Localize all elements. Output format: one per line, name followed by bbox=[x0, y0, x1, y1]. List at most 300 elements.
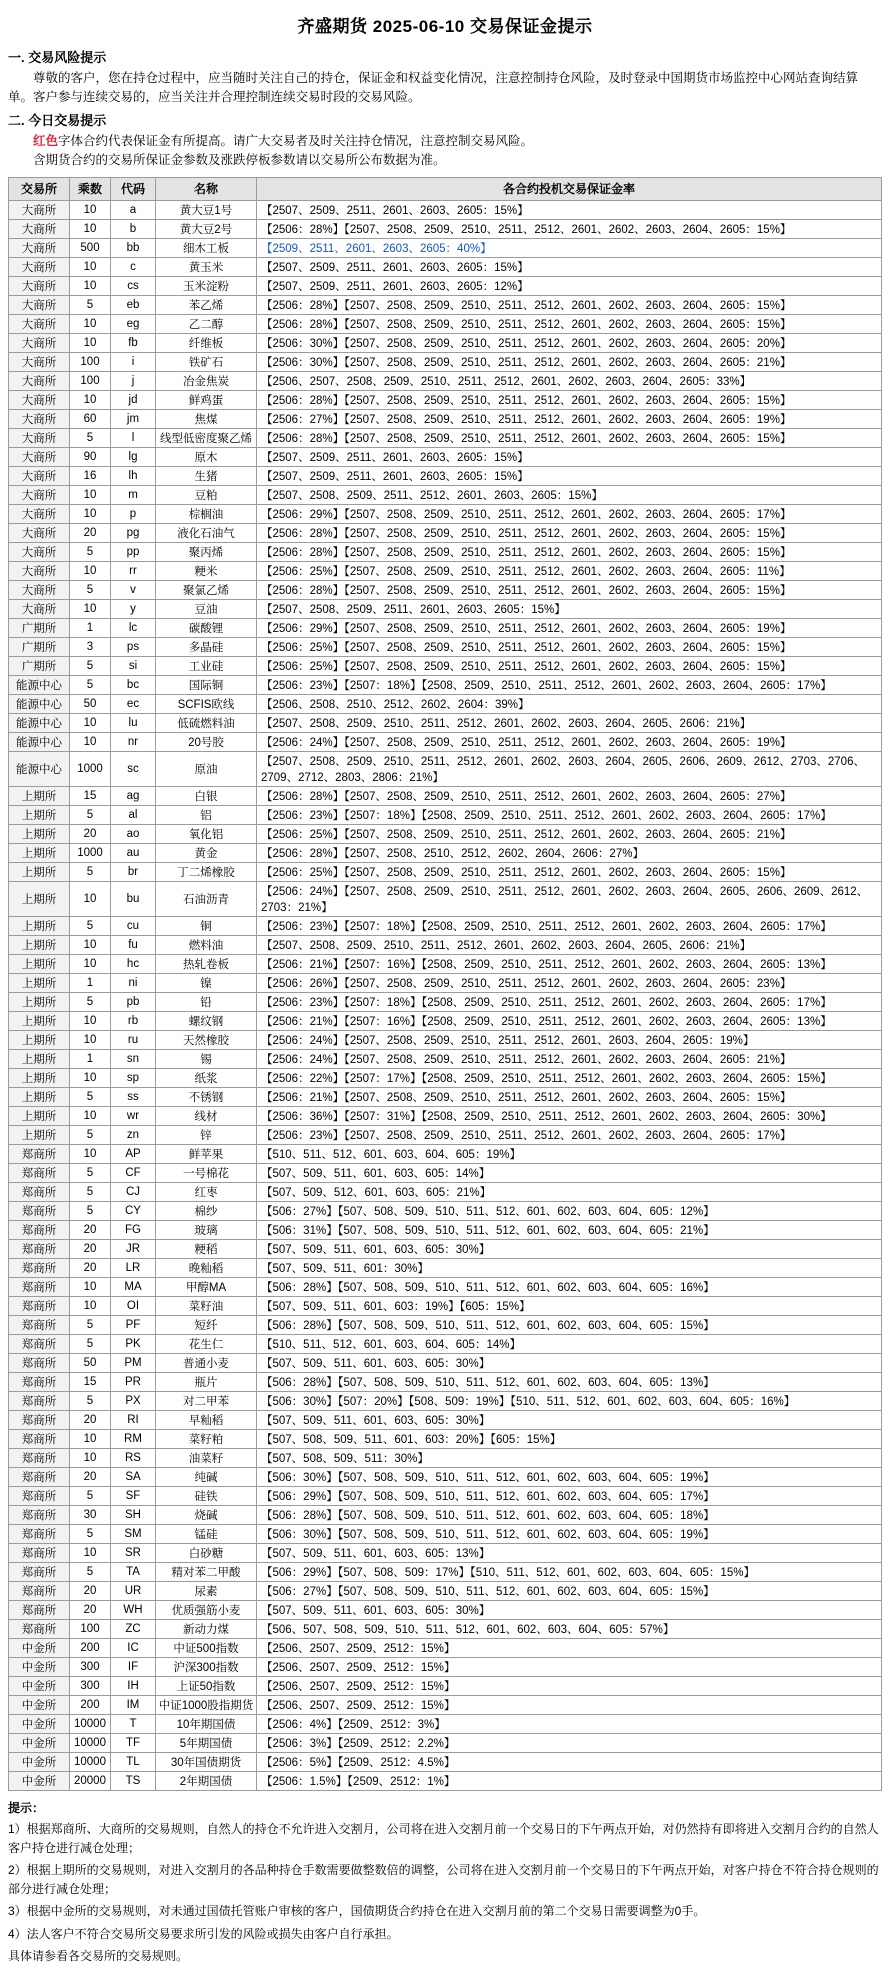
table-row bbox=[9, 1239, 882, 1258]
table-row bbox=[9, 1049, 882, 1068]
cell-code: nr bbox=[111, 732, 156, 751]
cell-code: TF bbox=[111, 1733, 156, 1752]
cell-name: 对二甲苯 bbox=[156, 1391, 257, 1410]
cell-name: 黄大豆2号 bbox=[156, 219, 257, 238]
cell-name: 豆粕 bbox=[156, 485, 257, 504]
cell-margin-rate: 【2506：21%】【2507：16%】【2508、2509、2510、2511、2512、2601、2602、2603、2604、2605：13%】 bbox=[257, 954, 882, 973]
cell-exchange: 上期所 bbox=[9, 843, 70, 862]
cell-code: al bbox=[111, 805, 156, 824]
cell-name: 中证500指数 bbox=[156, 1638, 257, 1657]
cell-multiplier: 50 bbox=[70, 694, 111, 713]
cell-name: 菜籽粕 bbox=[156, 1429, 257, 1448]
cell-name: 鲜鸡蛋 bbox=[156, 390, 257, 409]
cell-exchange: 上期所 bbox=[9, 1030, 70, 1049]
cell-code: y bbox=[111, 599, 156, 618]
cell-exchange: 中金所 bbox=[9, 1714, 70, 1733]
cell-exchange: 上期所 bbox=[9, 1106, 70, 1125]
cell-code: SH bbox=[111, 1505, 156, 1524]
cell-multiplier: 10 bbox=[70, 257, 111, 276]
cell-exchange: 大商所 bbox=[9, 447, 70, 466]
table-row bbox=[9, 862, 882, 881]
cell-margin-rate: 【507、509、511、601、603、605：30%】 bbox=[257, 1600, 882, 1619]
cell-exchange: 郑商所 bbox=[9, 1277, 70, 1296]
cell-margin-rate: 【2507、2509、2511、2601、2603、2605：12%】 bbox=[257, 276, 882, 295]
table-row bbox=[9, 1657, 882, 1676]
table-row bbox=[9, 694, 882, 713]
cell-name: 沪深300指数 bbox=[156, 1657, 257, 1676]
cell-margin-rate: 【2506：25%】【2507、2508、2509、2510、2511、2512、2601、2602、2603、2604、2605：15%】 bbox=[257, 637, 882, 656]
today-section bbox=[8, 110, 882, 171]
cell-code: jd bbox=[111, 390, 156, 409]
table-row bbox=[9, 713, 882, 732]
cell-margin-rate: 【2506：3%】【2509、2512：2.2%】 bbox=[257, 1733, 882, 1752]
cell-name: 普通小麦 bbox=[156, 1353, 257, 1372]
table-row bbox=[9, 238, 882, 257]
table-row bbox=[9, 1619, 882, 1638]
cell-multiplier: 10 bbox=[70, 1277, 111, 1296]
cell-margin-rate: 【2506：25%】【2507、2508、2509、2510、2511、2512、2601、2602、2603、2604、2605：15%】 bbox=[257, 862, 882, 881]
table-row bbox=[9, 1277, 882, 1296]
cell-margin-rate: 【2506：24%】【2507、2508、2509、2510、2511、2512、2601、2603、2604、2605：19%】 bbox=[257, 1030, 882, 1049]
cell-name: 铝 bbox=[156, 805, 257, 824]
cell-exchange: 大商所 bbox=[9, 238, 70, 257]
cell-margin-rate: 【506：27%】【507、508、509、510、511、512、601、602、603、604、605：12%】 bbox=[257, 1201, 882, 1220]
table-row bbox=[9, 916, 882, 935]
cell-name: 工业硅 bbox=[156, 656, 257, 675]
cell-multiplier: 10 bbox=[70, 200, 111, 219]
table-row bbox=[9, 599, 882, 618]
cell-margin-rate: 【2507、2508、2509、2510、2511、2512、2601、2602、2603、2604、2605、2606：21%】 bbox=[257, 935, 882, 954]
cell-name: 中证1000股指期货 bbox=[156, 1695, 257, 1714]
cell-name: 甲醇MA bbox=[156, 1277, 257, 1296]
cell-code: lc bbox=[111, 618, 156, 637]
cell-code: ss bbox=[111, 1087, 156, 1106]
table-row bbox=[9, 1505, 882, 1524]
cell-name: 细木工板 bbox=[156, 238, 257, 257]
cell-code: ag bbox=[111, 786, 156, 805]
col-exchange: 交易所 bbox=[9, 177, 70, 200]
cell-code: pg bbox=[111, 523, 156, 542]
cell-multiplier: 90 bbox=[70, 447, 111, 466]
table-row bbox=[9, 200, 882, 219]
cell-code: sc bbox=[111, 751, 156, 786]
note-item: 1）根据郑商所、大商所的交易规则，自然人的持仓不允许进入交割月，公司将在进入交割月前一个交易日的下午两点开始，对仍然持有即将进入交割月合约的自然人客户持仓进行减仓处理； bbox=[8, 1821, 879, 1855]
cell-margin-rate: 【506、507、508、509、510、511、512、601、602、603、604、605：57%】 bbox=[257, 1619, 882, 1638]
cell-margin-rate: 【2506：29%】【2507、2508、2509、2510、2511、2512、2601、2602、2603、2604、2605：17%】 bbox=[257, 504, 882, 523]
cell-name: 黄大豆1号 bbox=[156, 200, 257, 219]
cell-multiplier: 50 bbox=[70, 1353, 111, 1372]
cell-code: lh bbox=[111, 466, 156, 485]
cell-multiplier: 5 bbox=[70, 916, 111, 935]
cell-exchange: 上期所 bbox=[9, 1068, 70, 1087]
cell-name: 粳稻 bbox=[156, 1239, 257, 1258]
cell-code: ni bbox=[111, 973, 156, 992]
cell-multiplier: 10000 bbox=[70, 1733, 111, 1752]
cell-code: ec bbox=[111, 694, 156, 713]
table-row bbox=[9, 843, 882, 862]
cell-code: bu bbox=[111, 881, 156, 916]
cell-exchange: 郑商所 bbox=[9, 1410, 70, 1429]
cell-code: eg bbox=[111, 314, 156, 333]
table-body bbox=[9, 200, 882, 1790]
cell-name: 锌 bbox=[156, 1125, 257, 1144]
cell-multiplier: 20000 bbox=[70, 1771, 111, 1790]
cell-multiplier: 200 bbox=[70, 1638, 111, 1657]
cell-name: 红枣 bbox=[156, 1182, 257, 1201]
table-row bbox=[9, 371, 882, 390]
cell-code: m bbox=[111, 485, 156, 504]
col-code: 代码 bbox=[111, 177, 156, 200]
cell-code: fu bbox=[111, 935, 156, 954]
cell-exchange: 郑商所 bbox=[9, 1182, 70, 1201]
table-row bbox=[9, 1182, 882, 1201]
cell-multiplier: 20 bbox=[70, 824, 111, 843]
cell-multiplier: 300 bbox=[70, 1657, 111, 1676]
cell-margin-rate: 【507、508、509、511、601、603：20%】【605：15%】 bbox=[257, 1429, 882, 1448]
cell-name: 聚氯乙烯 bbox=[156, 580, 257, 599]
cell-margin-rate: 【2506：28%】【2507、2508、2509、2510、2511、2512、2601、2602、2603、2604、2605：15%】 bbox=[257, 580, 882, 599]
table-row bbox=[9, 637, 882, 656]
cell-name: 燃料油 bbox=[156, 935, 257, 954]
table-row bbox=[9, 485, 882, 504]
table-row bbox=[9, 1163, 882, 1182]
cell-exchange: 中金所 bbox=[9, 1695, 70, 1714]
cell-exchange: 大商所 bbox=[9, 295, 70, 314]
cell-name: 纤维板 bbox=[156, 333, 257, 352]
cell-exchange: 能源中心 bbox=[9, 713, 70, 732]
table-row bbox=[9, 1220, 882, 1239]
cell-name: 线型低密度聚乙烯 bbox=[156, 428, 257, 447]
cell-multiplier: 10000 bbox=[70, 1752, 111, 1771]
cell-name: 白银 bbox=[156, 786, 257, 805]
cell-margin-rate: 【2506：23%】【2507、2508、2509、2510、2511、2512、2601、2602、2603、2604、2605：17%】 bbox=[257, 1125, 882, 1144]
table-row bbox=[9, 881, 882, 916]
cell-code: ru bbox=[111, 1030, 156, 1049]
table-row bbox=[9, 1068, 882, 1087]
cell-code: AP bbox=[111, 1144, 156, 1163]
cell-code: CY bbox=[111, 1201, 156, 1220]
cell-multiplier: 5 bbox=[70, 656, 111, 675]
risk-section bbox=[8, 47, 882, 108]
cell-exchange: 上期所 bbox=[9, 935, 70, 954]
cell-name: 乙二醇 bbox=[156, 314, 257, 333]
cell-exchange: 郑商所 bbox=[9, 1581, 70, 1600]
note-item: 具体请参看各交易所的交易规则。 bbox=[8, 1948, 189, 1963]
cell-margin-rate: 【2506：25%】【2507、2508、2509、2510、2511、2512、2601、2602、2603、2604、2605：11%】 bbox=[257, 561, 882, 580]
cell-code: OI bbox=[111, 1296, 156, 1315]
cell-code: ps bbox=[111, 637, 156, 656]
cell-multiplier: 5 bbox=[70, 428, 111, 447]
cell-multiplier: 5 bbox=[70, 805, 111, 824]
cell-code: SR bbox=[111, 1543, 156, 1562]
cell-code: pp bbox=[111, 542, 156, 561]
cell-name: 生猪 bbox=[156, 466, 257, 485]
table-row bbox=[9, 1486, 882, 1505]
cell-code: CJ bbox=[111, 1182, 156, 1201]
table-row bbox=[9, 805, 882, 824]
cell-margin-rate: 【2507、2508、2509、2510、2511、2512、2601、2602、2603、2604、2605、2606：21%】 bbox=[257, 713, 882, 732]
cell-multiplier: 5 bbox=[70, 1315, 111, 1334]
cell-exchange: 大商所 bbox=[9, 428, 70, 447]
cell-margin-rate: 【507、509、511、601、603、605：30%】 bbox=[257, 1353, 882, 1372]
cell-multiplier: 20 bbox=[70, 1581, 111, 1600]
cell-margin-rate: 【2506：36%】【2507：31%】【2508、2509、2510、2511、2512、2601、2602、2603、2604、2605：30%】 bbox=[257, 1106, 882, 1125]
table-row bbox=[9, 1695, 882, 1714]
col-margin-rate: 各合约投机交易保证金率 bbox=[257, 177, 882, 200]
cell-code: IH bbox=[111, 1676, 156, 1695]
cell-exchange: 郑商所 bbox=[9, 1562, 70, 1581]
cell-multiplier: 1 bbox=[70, 618, 111, 637]
table-row bbox=[9, 1752, 882, 1771]
cell-margin-rate: 【506：29%】【507、508、509、510、511、512、601、602、603、604、605：17%】 bbox=[257, 1486, 882, 1505]
cell-code: fb bbox=[111, 333, 156, 352]
table-row bbox=[9, 1543, 882, 1562]
cell-exchange: 大商所 bbox=[9, 314, 70, 333]
cell-code: lg bbox=[111, 447, 156, 466]
risk-section-title: 一. 交易风险提示 bbox=[8, 50, 107, 65]
cell-margin-rate: 【2506、2507、2509、2512：15%】 bbox=[257, 1657, 882, 1676]
cell-margin-rate: 【2507、2509、2511、2601、2603、2605：15%】 bbox=[257, 466, 882, 485]
cell-code: UR bbox=[111, 1581, 156, 1600]
cell-name: 镍 bbox=[156, 973, 257, 992]
cell-code: PM bbox=[111, 1353, 156, 1372]
cell-multiplier: 200 bbox=[70, 1695, 111, 1714]
cell-name: 冶金焦炭 bbox=[156, 371, 257, 390]
cell-exchange: 中金所 bbox=[9, 1752, 70, 1771]
table-row bbox=[9, 1676, 882, 1695]
cell-code: bc bbox=[111, 675, 156, 694]
cell-multiplier: 5 bbox=[70, 1391, 111, 1410]
cell-exchange: 郑商所 bbox=[9, 1334, 70, 1353]
cell-name: 玻璃 bbox=[156, 1220, 257, 1239]
cell-multiplier: 10 bbox=[70, 219, 111, 238]
cell-code: sp bbox=[111, 1068, 156, 1087]
cell-multiplier: 16 bbox=[70, 466, 111, 485]
cell-code: IM bbox=[111, 1695, 156, 1714]
note-item: 3）根据中金所的交易规则，对未通过国债托管账户审核的客户，国债期货合约持仓在进入交割月前的第二个交易日需要调整为0手。 bbox=[8, 1904, 706, 1919]
risk-section-paragraph: 尊敬的客户，您在持仓过程中，应当随时关注自己的持仓，保证金和权益变化情况，注意控制持仓风险，及时登录中国期货市场监控中心网站查询结算单。客户参与连续交易的，应当关注并合理控制连续交易时段的交易风险。 bbox=[8, 71, 859, 105]
cell-name: 铅 bbox=[156, 992, 257, 1011]
cell-margin-rate: 【2507、2509、2511、2601、2603、2605：15%】 bbox=[257, 200, 882, 219]
cell-exchange: 大商所 bbox=[9, 276, 70, 295]
cell-code: cu bbox=[111, 916, 156, 935]
cell-multiplier: 5 bbox=[70, 1125, 111, 1144]
cell-margin-rate: 【507、509、511、601、603、605：14%】 bbox=[257, 1163, 882, 1182]
cell-exchange: 郑商所 bbox=[9, 1296, 70, 1315]
cell-multiplier: 10 bbox=[70, 1106, 111, 1125]
cell-multiplier: 5 bbox=[70, 1486, 111, 1505]
cell-code: RI bbox=[111, 1410, 156, 1429]
note-item: 4）法人客户不符合交易所交易要求所引发的风险或损失由客户自行承担。 bbox=[8, 1926, 399, 1941]
cell-exchange: 上期所 bbox=[9, 824, 70, 843]
cell-margin-rate: 【510、511、512、601、603、604、605：14%】 bbox=[257, 1334, 882, 1353]
cell-exchange: 大商所 bbox=[9, 523, 70, 542]
cell-exchange: 广期所 bbox=[9, 637, 70, 656]
cell-multiplier: 20 bbox=[70, 523, 111, 542]
table-row bbox=[9, 1524, 882, 1543]
cell-margin-rate: 【2506：24%】【2507、2508、2509、2510、2511、2512、2601、2602、2603、2604、2605：19%】 bbox=[257, 732, 882, 751]
table-row bbox=[9, 1733, 882, 1752]
cell-name: 尿素 bbox=[156, 1581, 257, 1600]
cell-name: 烧碱 bbox=[156, 1505, 257, 1524]
table-row bbox=[9, 1391, 882, 1410]
cell-exchange: 上期所 bbox=[9, 862, 70, 881]
cell-exchange: 郑商所 bbox=[9, 1258, 70, 1277]
cell-name: 棉纱 bbox=[156, 1201, 257, 1220]
cell-exchange: 中金所 bbox=[9, 1733, 70, 1752]
cell-margin-rate: 【507、509、512、601、603、605：21%】 bbox=[257, 1182, 882, 1201]
cell-multiplier: 10 bbox=[70, 390, 111, 409]
cell-multiplier: 5 bbox=[70, 675, 111, 694]
table-row bbox=[9, 314, 882, 333]
cell-code: IF bbox=[111, 1657, 156, 1676]
table-row bbox=[9, 1562, 882, 1581]
cell-code: PF bbox=[111, 1315, 156, 1334]
cell-name: 棕榈油 bbox=[156, 504, 257, 523]
table-row bbox=[9, 1030, 882, 1049]
cell-multiplier: 60 bbox=[70, 409, 111, 428]
cell-multiplier: 5 bbox=[70, 1182, 111, 1201]
cell-multiplier: 20 bbox=[70, 1467, 111, 1486]
cell-margin-rate: 【2506：22%】【2507：17%】【2508、2509、2510、2511、2512、2601、2602、2603、2604、2605：15%】 bbox=[257, 1068, 882, 1087]
cell-multiplier: 5 bbox=[70, 1201, 111, 1220]
cell-name: 油菜籽 bbox=[156, 1448, 257, 1467]
cell-exchange: 大商所 bbox=[9, 200, 70, 219]
cell-margin-rate: 【2506：25%】【2507、2508、2509、2510、2511、2512、2601、2602、2603、2604、2605：15%】 bbox=[257, 656, 882, 675]
highlight-red-text: 红色 bbox=[33, 133, 59, 148]
cell-name: 粳米 bbox=[156, 561, 257, 580]
cell-multiplier: 10 bbox=[70, 1429, 111, 1448]
table-row bbox=[9, 523, 882, 542]
cell-code: ao bbox=[111, 824, 156, 843]
cell-name: 白砂糖 bbox=[156, 1543, 257, 1562]
cell-code: j bbox=[111, 371, 156, 390]
cell-multiplier: 10 bbox=[70, 1144, 111, 1163]
cell-name: 聚丙烯 bbox=[156, 542, 257, 561]
cell-code: rr bbox=[111, 561, 156, 580]
table-row bbox=[9, 409, 882, 428]
cell-exchange: 郑商所 bbox=[9, 1600, 70, 1619]
cell-multiplier: 10 bbox=[70, 1448, 111, 1467]
cell-margin-rate: 【506：31%】【507、508、509、510、511、512、601、602、603、604、605：21%】 bbox=[257, 1220, 882, 1239]
cell-name: 鲜苹果 bbox=[156, 1144, 257, 1163]
cell-exchange: 上期所 bbox=[9, 973, 70, 992]
cell-name: 豆油 bbox=[156, 599, 257, 618]
table-row bbox=[9, 1372, 882, 1391]
cell-name: 液化石油气 bbox=[156, 523, 257, 542]
cell-multiplier: 10 bbox=[70, 954, 111, 973]
cell-exchange: 上期所 bbox=[9, 1087, 70, 1106]
cell-multiplier: 10 bbox=[70, 1068, 111, 1087]
cell-exchange: 郑商所 bbox=[9, 1467, 70, 1486]
cell-margin-rate: 【2507、2509、2511、2601、2603、2605：15%】 bbox=[257, 257, 882, 276]
cell-multiplier: 15 bbox=[70, 1372, 111, 1391]
cell-code: eb bbox=[111, 295, 156, 314]
cell-code: IC bbox=[111, 1638, 156, 1657]
cell-multiplier: 3 bbox=[70, 637, 111, 656]
cell-multiplier: 100 bbox=[70, 352, 111, 371]
cell-code: SM bbox=[111, 1524, 156, 1543]
cell-name: 20号胶 bbox=[156, 732, 257, 751]
cell-code: i bbox=[111, 352, 156, 371]
cell-multiplier: 10 bbox=[70, 561, 111, 580]
cell-name: 原油 bbox=[156, 751, 257, 786]
cell-margin-rate: 【2506：5%】【2509、2512：4.5%】 bbox=[257, 1752, 882, 1771]
cell-code: MA bbox=[111, 1277, 156, 1296]
cell-exchange: 郑商所 bbox=[9, 1239, 70, 1258]
cell-exchange: 广期所 bbox=[9, 656, 70, 675]
cell-code: TL bbox=[111, 1752, 156, 1771]
cell-exchange: 大商所 bbox=[9, 257, 70, 276]
cell-multiplier: 30 bbox=[70, 1505, 111, 1524]
cell-exchange: 郑商所 bbox=[9, 1486, 70, 1505]
cell-margin-rate: 【510、511、512、601、603、604、605：19%】 bbox=[257, 1144, 882, 1163]
cell-name: 硅铁 bbox=[156, 1486, 257, 1505]
table-row bbox=[9, 786, 882, 805]
cell-name: 早籼稻 bbox=[156, 1410, 257, 1429]
cell-code: v bbox=[111, 580, 156, 599]
today-paragraph-2: 含期货合约的交易所保证金参数及涨跌停板参数请以交易所公布数据为准。 bbox=[33, 153, 446, 168]
cell-multiplier: 300 bbox=[70, 1676, 111, 1695]
cell-code: cs bbox=[111, 276, 156, 295]
cell-multiplier: 5 bbox=[70, 1163, 111, 1182]
cell-exchange: 大商所 bbox=[9, 371, 70, 390]
cell-exchange: 广期所 bbox=[9, 618, 70, 637]
cell-multiplier: 5 bbox=[70, 1562, 111, 1581]
cell-margin-rate: 【2506：28%】【2507、2508、2509、2510、2511、2512、2601、2602、2603、2604、2605：15%】 bbox=[257, 219, 882, 238]
cell-margin-rate: 【2506：24%】【2507、2508、2509、2510、2511、2512、2601、2602、2603、2604、2605：21%】 bbox=[257, 1049, 882, 1068]
table-row bbox=[9, 935, 882, 954]
cell-margin-rate: 【2507、2508、2509、2511、2601、2603、2605：15%】 bbox=[257, 599, 882, 618]
cell-exchange: 上期所 bbox=[9, 1049, 70, 1068]
cell-margin-rate: 【506：30%】【507、508、509、510、511、512、601、602、603、604、605：19%】 bbox=[257, 1524, 882, 1543]
page-title: 齐盛期货 2025-06-10 交易保证金提示 bbox=[297, 17, 593, 36]
table-row bbox=[9, 1353, 882, 1372]
table-row bbox=[9, 973, 882, 992]
cell-exchange: 能源中心 bbox=[9, 675, 70, 694]
cell-multiplier: 1000 bbox=[70, 843, 111, 862]
cell-name: 天然橡胶 bbox=[156, 1030, 257, 1049]
cell-multiplier: 10 bbox=[70, 881, 111, 916]
cell-code: PX bbox=[111, 1391, 156, 1410]
cell-code: a bbox=[111, 200, 156, 219]
cell-name: 晚籼稻 bbox=[156, 1258, 257, 1277]
cell-name: 碳酸锂 bbox=[156, 618, 257, 637]
table-row bbox=[9, 824, 882, 843]
cell-exchange: 大商所 bbox=[9, 561, 70, 580]
cell-name: 瓶片 bbox=[156, 1372, 257, 1391]
table-row bbox=[9, 219, 882, 238]
cell-multiplier: 20 bbox=[70, 1410, 111, 1429]
cell-margin-rate: 【2507、2509、2511、2601、2603、2605：15%】 bbox=[257, 447, 882, 466]
cell-margin-rate: 【506：28%】【507、508、509、510、511、512、601、602、603、604、605：18%】 bbox=[257, 1505, 882, 1524]
cell-exchange: 上期所 bbox=[9, 992, 70, 1011]
table-row bbox=[9, 1638, 882, 1657]
cell-multiplier: 5 bbox=[70, 542, 111, 561]
cell-exchange: 中金所 bbox=[9, 1676, 70, 1695]
cell-exchange: 郑商所 bbox=[9, 1201, 70, 1220]
table-row bbox=[9, 390, 882, 409]
cell-multiplier: 5 bbox=[70, 992, 111, 1011]
cell-name: 黄玉米 bbox=[156, 257, 257, 276]
table-row bbox=[9, 1410, 882, 1429]
table-row bbox=[9, 954, 882, 973]
table-row bbox=[9, 1448, 882, 1467]
cell-code: zn bbox=[111, 1125, 156, 1144]
table-row bbox=[9, 675, 882, 694]
cell-name: 一号棉花 bbox=[156, 1163, 257, 1182]
cell-multiplier: 10 bbox=[70, 485, 111, 504]
